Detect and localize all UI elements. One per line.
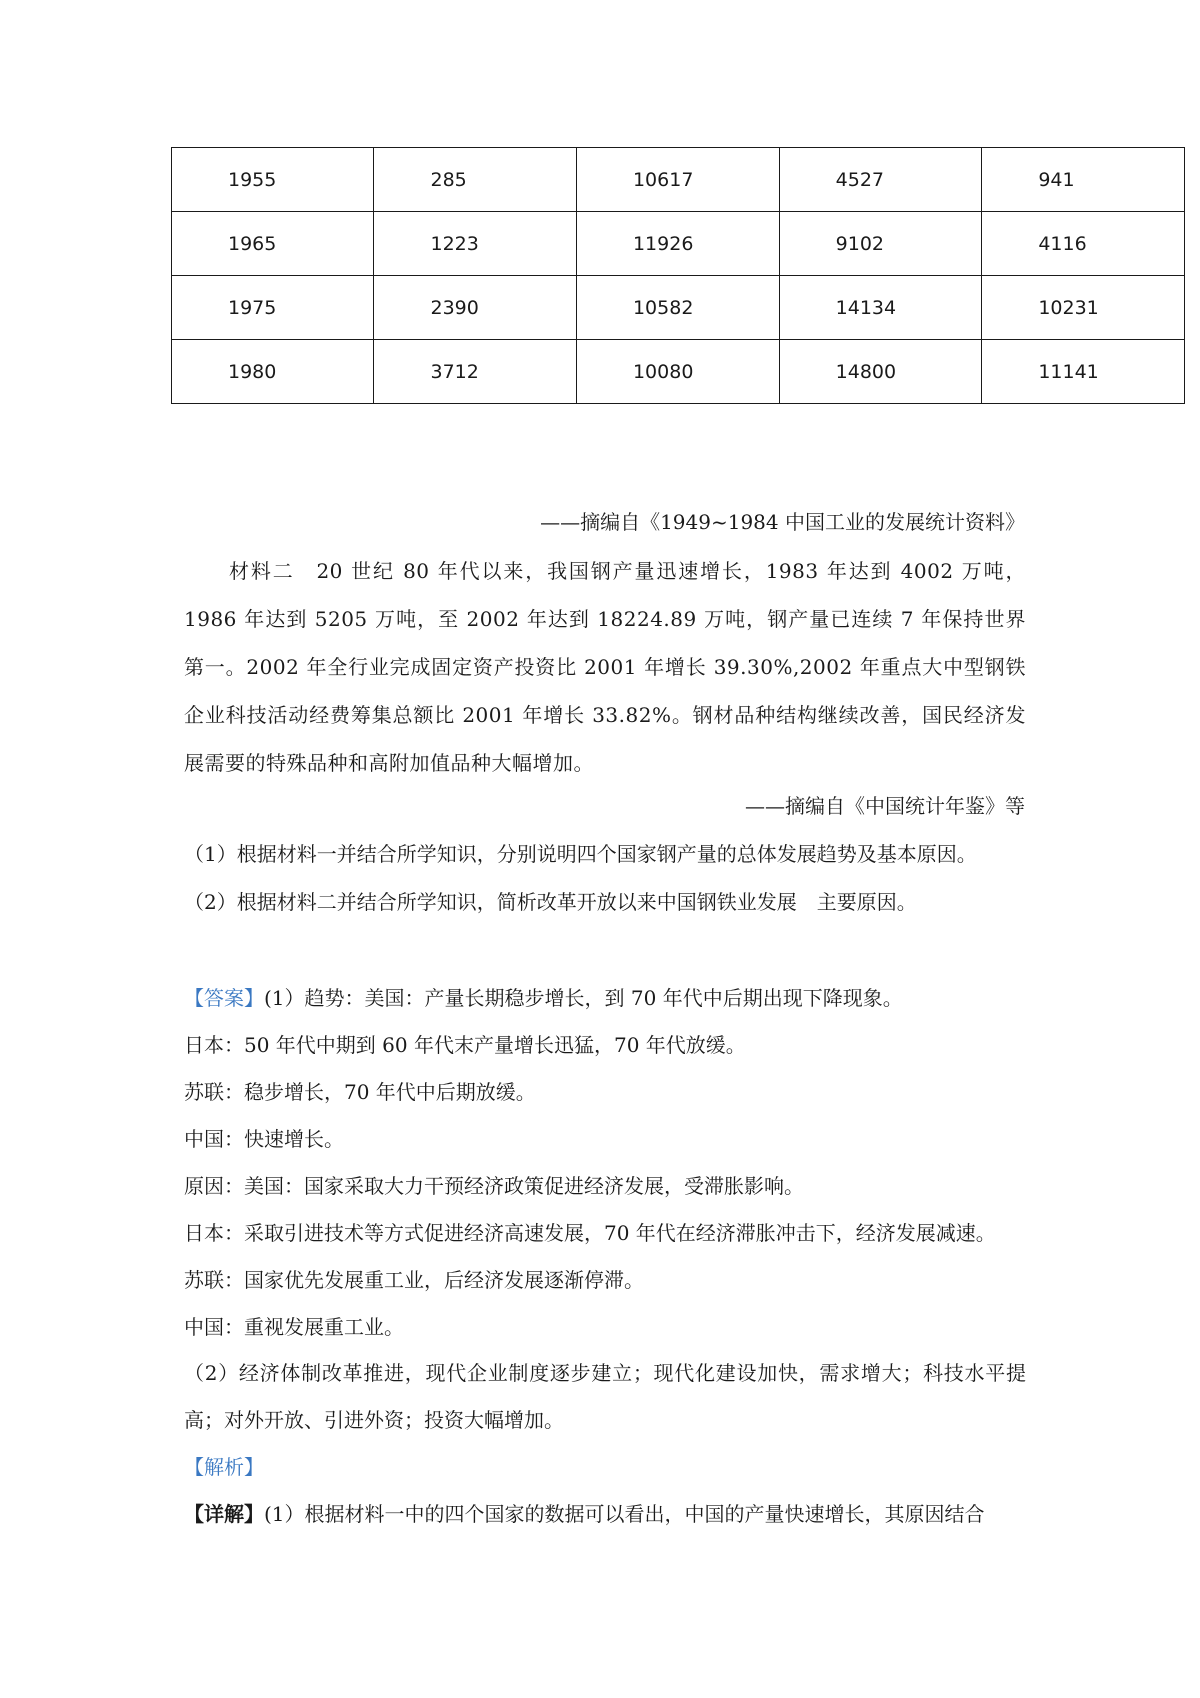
steel-output-table (171, 147, 1185, 404)
table-cell: 10582 (576, 276, 779, 340)
table-cell: 1975 (172, 276, 374, 340)
answer-line-5: 原因：美国：国家采取大力干预经济政策促进经济发展，受滞胀影响。 (184, 1174, 804, 1198)
table-cell: 10080 (576, 340, 779, 404)
detail-line (184, 1500, 1026, 1528)
answer-line-3: 苏联：稳步增长，70 年代中后期放缓。 (184, 1080, 536, 1104)
table-row (172, 340, 1185, 404)
table-row (172, 276, 1185, 340)
answer-tag: 【答案】 (184, 986, 264, 1010)
table-cell: 1223 (374, 212, 576, 276)
answer-line-2: 日本：50 年代中期到 60 年代末产量增长迅猛，70 年代放缓。 (184, 1033, 746, 1057)
table-cell: 9102 (779, 212, 982, 276)
table-cell: 14134 (779, 276, 982, 340)
table-cell: 285 (374, 148, 576, 212)
question-2: （2）根据材料二并结合所学知识，简析改革开放以来中国钢铁业发展 主要原因。 (184, 890, 917, 914)
answer-text-1: (1）趋势：美国：产量长期稳步增长，到 70 年代中后期出现下降现象。 (264, 986, 903, 1010)
answer-line-1 (184, 984, 1026, 1012)
question-1: （1）根据材料一并结合所学知识，分别说明四个国家钢产量的总体发展趋势及基本原因。 (184, 842, 977, 866)
answer-line-7: 苏联：国家优先发展重工业，后经济发展逐渐停滞。 (184, 1268, 644, 1292)
table-cell: 3712 (374, 340, 576, 404)
table-cell: 1965 (172, 212, 374, 276)
table-row (172, 148, 1185, 212)
table-row (172, 212, 1185, 276)
table-cell: 4527 (779, 148, 982, 212)
table-cell: 941 (982, 148, 1185, 212)
table-body (172, 148, 1185, 404)
answer-line-6: 日本：采取引进技术等方式促进经济高速发展，70 年代在经济滞胀冲击下，经济发展减速。 (184, 1221, 996, 1245)
source-citation-2: ——摘编自《中国统计年鉴》等 (745, 794, 1025, 818)
analysis-tag: 【解析】 (184, 1455, 264, 1479)
table-cell: 11926 (576, 212, 779, 276)
analysis-heading (184, 1453, 1026, 1481)
table-cell: 11141 (982, 340, 1185, 404)
table-cell: 10617 (576, 148, 779, 212)
table-cell: 14800 (779, 340, 982, 404)
table-cell: 2390 (374, 276, 576, 340)
answer-line-4: 中国：快速增长。 (184, 1127, 344, 1151)
table-cell: 4116 (982, 212, 1185, 276)
answer-line-8: 中国：重视发展重工业。 (184, 1315, 404, 1339)
material-2-paragraph: 材料二 20 世纪 80 年代以来，我国钢产量迅速增长，1983 年达到 4002 万吨，1986 年达到 5205 万吨，至 2002 年达到 18224.89 万吨，钢产量已连续 7 年保持世界第一。2002 年全行业完成固定资产投资比 2001 年增长 39.30%,2002 年重点大中型钢铁企业科技活动经费筹集总额比 2001 年增长 33.82%。钢材品种结构继续改善，国民经济发展需要的特殊品种和高附加值品种大幅增加。 (184, 559, 1026, 775)
source-citation-1: ——摘编自《1949~1984 中国工业的发展统计资料》 (540, 510, 1025, 534)
detail-tag: 【详解】 (184, 1502, 264, 1526)
answer-line-9: （2）经济体制改革推进，现代企业制度逐步建立；现代化建设加快，需求增大；科技水平提高；对外开放、引进外资；投资大幅增加。 (184, 1361, 1026, 1432)
table-cell: 10231 (982, 276, 1185, 340)
detail-text: (1）根据材料一中的四个国家的数据可以看出，中国的产量快速增长，其原因结合 (264, 1502, 985, 1526)
table-cell: 1955 (172, 148, 374, 212)
table-cell: 1980 (172, 340, 374, 404)
